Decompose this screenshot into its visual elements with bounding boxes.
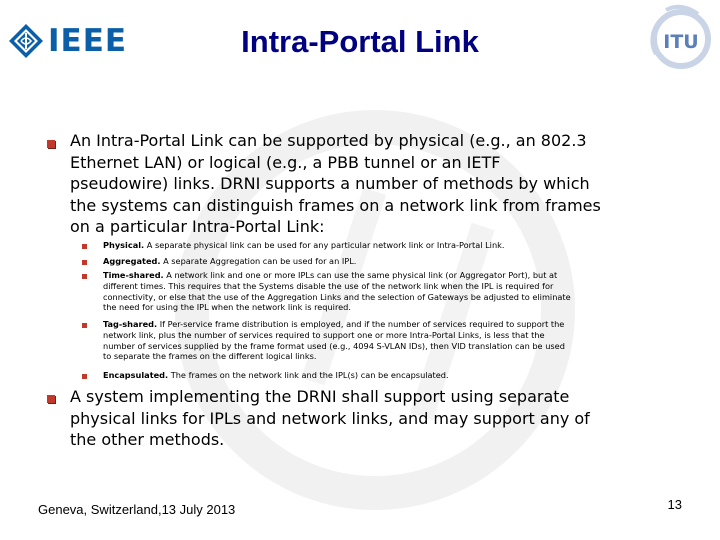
sub-bullet-text: Encapsulated. The frames on the network link and the IPL(s) can be encapsulated. (103, 370, 449, 380)
sub-bullet-term: Aggregated. (103, 256, 161, 266)
sub-bullet-term: Encapsulated. (103, 370, 169, 380)
sub-bullet-text: Time-shared. A network link and one or more IPLs can use the same physical link (or Aggregator Port), but at different times. This requires that the Systems disable the use of the network link when the IPL is required for connectivity, or else that the use of the Aggregation Links and the selection of Gateways be adjusted to eliminate the need for using the IPL when the network link is required. (103, 270, 571, 313)
sub-bullet-text: Physical. A separate physical link can be used for any particular network link or Intra-Portal Link. (103, 240, 505, 250)
sub-bullet-term: Time-shared. (103, 270, 164, 280)
sub-bullet-text: Aggregated. A separate Aggregation can be used for an IPL. (103, 256, 357, 266)
footer-location-date: Geneva, Switzerland,13 July 2013 (38, 502, 236, 517)
bullet-text: A system implementing the DRNI shall support using separate physical links for IPLs and network links, and may support any of the other methods. (70, 387, 590, 449)
slide-title: Intra-Portal Link (241, 24, 479, 59)
bullet-marker (47, 395, 55, 403)
page-number: 13 (667, 497, 682, 512)
sub-bullet-term: Tag-shared. (103, 319, 158, 329)
sub-bullet-marker (82, 260, 87, 265)
sub-bullet-marker (82, 323, 87, 328)
sub-bullet-text: Tag-shared. If Per-service frame distribution is employed, and if the number of services required to support the network link, plus the number of services required to support one or more Intra-Portal Links, is less that the number of services supplied by the frame format used (e.g., 4094 S-VLAN IDs), then VID translation can be used to separate the frames on the different logical links. (103, 319, 565, 362)
itu-logo-text: ITU (663, 31, 699, 53)
bullet-marker (47, 140, 55, 148)
sub-bullet-marker (82, 274, 87, 279)
ieee-logo-text: IEEE (48, 23, 128, 59)
sub-bullet-marker (82, 244, 87, 249)
sub-bullet-term: Physical. (103, 240, 145, 250)
bullet-text: An Intra-Portal Link can be supported by physical (e.g., an 802.3 Ethernet LAN) or logical (e.g., a PBB tunnel or an IETF pseudowire) links. DRNI supports a number of methods by which the systems can distinguish frames on a network link from frames on a particular Intra-Portal Link: (70, 131, 601, 236)
sub-bullet-marker (82, 374, 87, 379)
